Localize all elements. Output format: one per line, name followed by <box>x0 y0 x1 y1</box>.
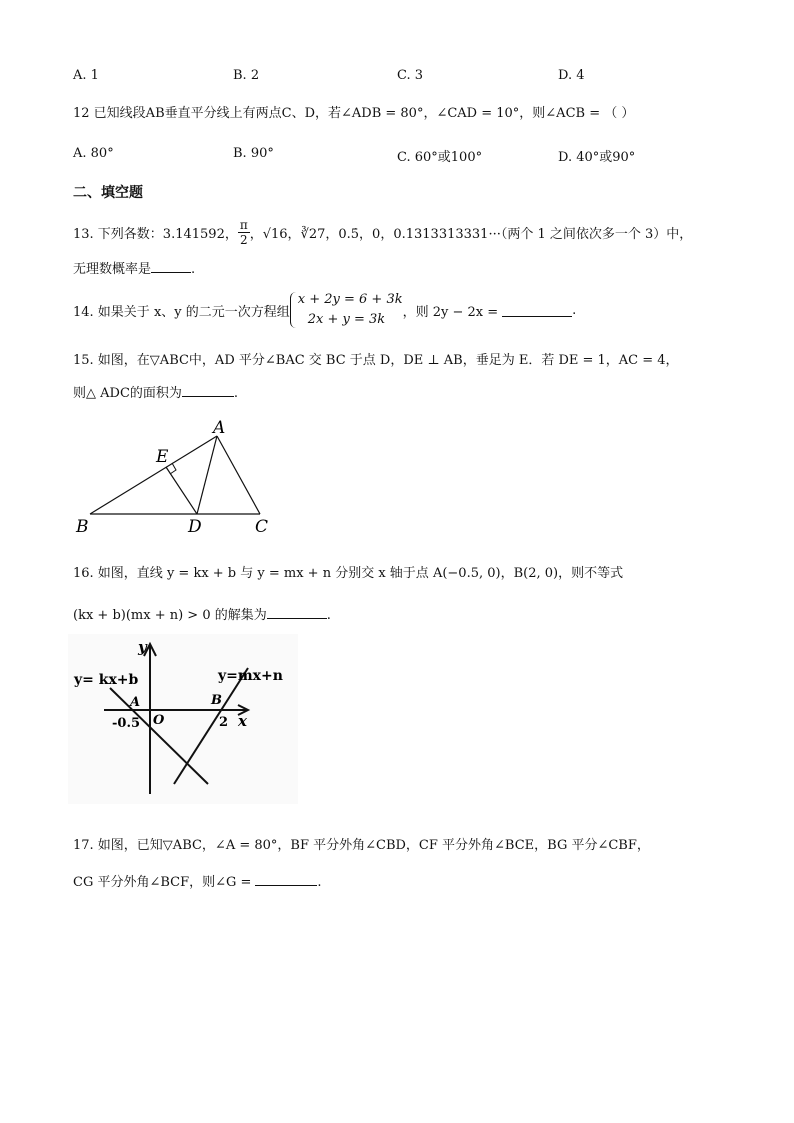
q13-frac-den: 2 <box>239 232 248 247</box>
q13-line2-text: 无理数概率是 <box>73 262 152 277</box>
label-e: E <box>156 447 169 467</box>
q13-fraction <box>238 218 250 247</box>
q16-line2-text: (kx + b)(mx + n) > 0 的解集为 <box>73 608 267 623</box>
q16-answer-blank[interactable] <box>267 606 327 619</box>
q13-frac-num: π <box>239 217 248 232</box>
section-title: 二、填空题 <box>73 185 143 201</box>
q16-end: . <box>326 608 331 623</box>
q11-option-d: D. 4 <box>558 68 585 83</box>
q12-option-d: D. 40°或90° <box>558 150 636 165</box>
q13-line2 <box>73 258 195 277</box>
q15-triangle-figure <box>70 412 290 540</box>
q15-line1: 15. 如图，在▽ABC中，AD 平分∠BAC 交 BC 于点 D，DE ⊥ AB，垂足为 E．若 DE = 1，AC = 4， <box>73 353 679 368</box>
q11-option-c: C. 3 <box>397 68 424 83</box>
y-axis-label: y <box>138 638 147 656</box>
label-point-b: B <box>211 693 222 708</box>
q16-line2 <box>73 604 331 623</box>
q11-option-a: A. 1 <box>73 68 99 83</box>
q12-stem: 12 已知线段AB垂直平分线上有两点C、D，若∠ADB = 80°，∠CAD = 10°，则∠ACB = （ ） <box>73 106 635 121</box>
label-d: D <box>188 517 202 537</box>
q13-answer-blank[interactable] <box>151 260 191 273</box>
q17-answer-blank[interactable] <box>255 873 317 886</box>
tick-label-two: 2 <box>219 715 229 730</box>
q11-option-b: B. 2 <box>233 68 260 83</box>
q14-answer-blank[interactable] <box>502 304 572 317</box>
q14-prefix: 14. 如果关于 x、y 的二元一次方程组 <box>73 304 290 320</box>
q14-line <box>73 288 576 332</box>
side-ac <box>217 436 260 514</box>
q13-line1 <box>73 212 692 252</box>
q14-equation-system <box>290 290 403 330</box>
q13-items: ，√16，∛27，0.5̇，0，0.1313313331···（两个 1 之间依次多一个 3）中， <box>249 226 693 242</box>
q15-line2 <box>73 382 238 401</box>
q17-line1: 17. 如图，已知▽ABC，∠A = 80°，BF 平分外角∠CBD，CF 平分外角∠BCE，BG 平分∠CBF， <box>73 838 650 853</box>
q17-line2 <box>73 871 322 890</box>
q17-end: . <box>317 875 322 890</box>
q17-line2-text: CG 平分外角∠BCF，则∠G = <box>73 875 252 890</box>
graph-background <box>68 634 298 804</box>
label-a: A <box>213 418 226 438</box>
label-b: B <box>76 517 89 537</box>
q15-answer-blank[interactable] <box>182 384 234 397</box>
q16-line1: 16. 如图，直线 y = kx + b 与 y = mx + n 分别交 x 轴于点 A(−0.5, 0)，B(2, 0)，则不等式 <box>73 566 624 581</box>
label-c: C <box>255 517 269 537</box>
label-line-kx-b: y= kx+b <box>74 672 139 688</box>
segment-ad <box>197 436 217 514</box>
q15-line2-text: 则△ ADC的面积为 <box>73 386 182 401</box>
q16-graph-figure <box>68 634 298 804</box>
label-line-mx-n: y=mx+n <box>218 668 283 684</box>
label-point-a: A <box>130 695 141 710</box>
tick-label-neg-half: -0.5 <box>112 716 141 731</box>
x-axis-label: x <box>238 712 247 730</box>
q14-mid: ，则 2y − 2x = <box>402 304 499 320</box>
q14-end: . <box>572 302 577 318</box>
q14-eq2: 2x + y = 3k <box>307 312 386 327</box>
side-ab <box>90 436 217 514</box>
q15-end: . <box>233 386 239 401</box>
label-origin: O <box>153 713 165 728</box>
q12-option-b: B. 90° <box>233 146 274 161</box>
q12-option-c: C. 60°或100° <box>397 150 483 165</box>
q14-eq1: x + 2y = 6 + 3k <box>297 292 403 307</box>
q13-prefix: 13. 下列各数：3.141592， <box>73 226 238 242</box>
q12-option-a: A. 80° <box>73 146 114 161</box>
q13-end: . <box>191 262 196 277</box>
